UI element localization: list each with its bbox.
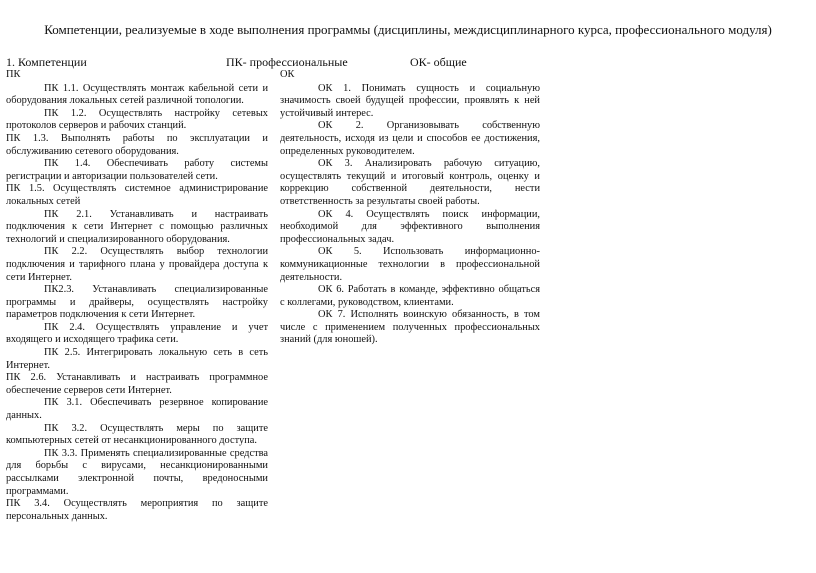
pk-competency-item: ПК 2.2. Осуществлять выбор технологии подключения и тарифного плана у провайдера доступа к сети Интернет. — [6, 246, 268, 283]
competency-header-row — [6, 55, 806, 69]
pk-competency-item: ПК 2.1. Устанавливать и настраивать подключения к сети Интернет с помощью различных технологий и специализированного оборудования. — [6, 208, 268, 245]
ok-competency-item: ОК 1. Понимать сущность и социальную значимость своей будущей профессии, проявлять к ней устойчивый интерес. — [280, 82, 540, 119]
ok-competency-item: ОК 4. Осуществлять поиск информации, необходимой для эффективного выполнения профессиональных задач. — [280, 208, 540, 245]
page-title: Компетенции, реализуемые в ходе выполнения программы (дисциплины, междисциплинарного курса, профессионального модуля) — [44, 22, 772, 37]
ok-heading: ОК- общие — [410, 55, 467, 69]
pk-competency-item: ПК 3.1. Обеспечивать резервное копирование данных. — [6, 397, 268, 422]
pk-competency-item: ПК 2.4. Осуществлять управление и учет входящего и исходящего трафика сети. — [6, 321, 268, 346]
pk-competency-item: ПК 2.6. Устанавливать и настраивать программное обеспечение серверов сети Интернет. — [6, 372, 268, 396]
pk-column — [6, 69, 268, 523]
pk-competency-item: ПК 3.2. Осуществлять меры по защите компьютерных сетей от несанкционированного доступа. — [6, 422, 268, 447]
pk-heading: ПК- профессиональные — [226, 55, 348, 69]
ok-competency-item: ОК 7. Исполнять воинскую обязанность, в том числе с применением полученных профессиональных знаний (для юношей). — [280, 309, 540, 346]
pk-competency-item: ПК 1.4. Обеспечивать работу системы регистрации и авторизации пользователей сети. — [6, 158, 268, 182]
pk-competency-item: ПК 2.5. Интегрировать локальную сеть в сеть Интернет. — [6, 347, 268, 371]
ok-column-label: ОК — [280, 69, 295, 80]
pk-competency-item: ПК 1.3. Выполнять работы по эксплуатации и обслуживанию сетевого оборудования. — [6, 132, 268, 157]
ok-competency-item: ОК 2. Организовывать собственную деятельность, исходя из цели и способов ее достижения, определенных руководителем. — [280, 120, 540, 157]
ok-column — [280, 69, 540, 347]
pk-column-label: ПК — [6, 69, 21, 80]
pk-list — [6, 83, 268, 524]
ok-list — [280, 83, 540, 347]
pk-competency-item: ПК 3.3. Применять специализированные средства для борьбы с вирусами, несанкционированными рассылками электронной почты, вредоносными программами. — [6, 447, 268, 497]
ok-competency-item: ОК 6. Работать в команде, эффективно общаться с коллегами, руководством, клиентами. — [280, 284, 540, 308]
ok-competency-item: ОК 3. Анализировать рабочую ситуацию, осуществлять текущий и итоговый контроль, оценку и коррекцию собственной деятельности, нести ответственность за результаты своей работы. — [280, 158, 540, 207]
ok-competency-item: ОК 5. Использовать информационно-коммуникационные технологии в профессиональной деятельности. — [280, 246, 540, 283]
pk-competency-item: ПК 3.4. Осуществлять мероприятия по защите персональных данных. — [6, 498, 268, 522]
competencies-heading: 1. Компетенции — [6, 55, 87, 69]
pk-competency-item: ПК 1.2. Осуществлять настройку сетевых протоколов серверов и рабочих станций. — [6, 107, 268, 132]
pk-competency-item: ПК 1.1. Осуществлять монтаж кабельной сети и оборудования локальных сетей различной топологии. — [6, 82, 268, 107]
pk-competency-item: ПК 1.5. Осуществлять системное администрирование локальных сетей — [6, 183, 268, 207]
pk-competency-item: ПК2.3. Устанавливать специализированные программы и драйверы, осуществлять настройку параметров подключения к сети Интернет. — [6, 284, 268, 321]
